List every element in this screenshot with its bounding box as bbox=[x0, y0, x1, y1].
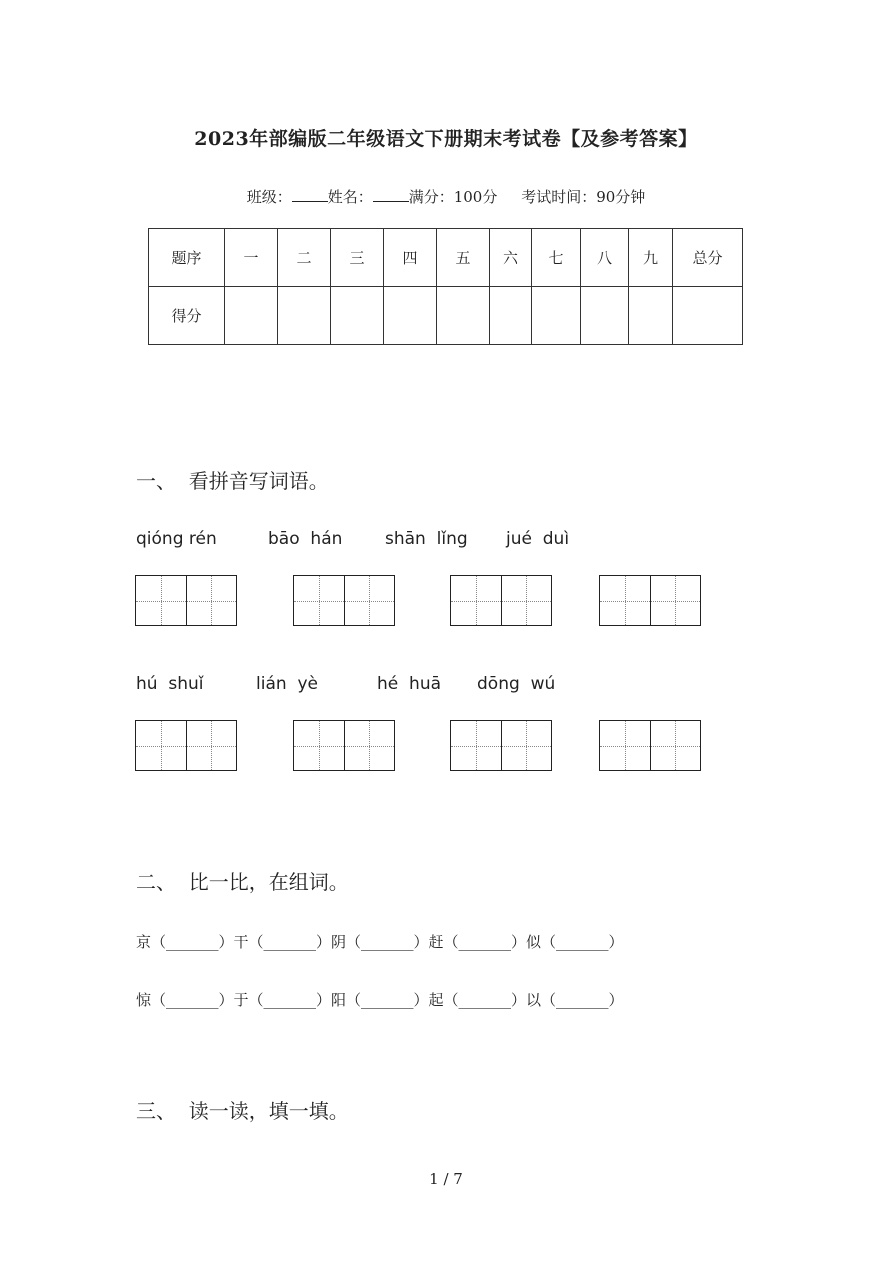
score-cell[interactable] bbox=[278, 287, 331, 345]
score-cell[interactable] bbox=[581, 287, 629, 345]
exam-time: 考试时间：90分钟 bbox=[521, 188, 646, 206]
score-row-label: 得分 bbox=[149, 287, 225, 345]
header-cell: 六 bbox=[490, 229, 532, 287]
page-number: 1 / 7 bbox=[429, 1170, 463, 1188]
score-cell[interactable] bbox=[384, 287, 437, 345]
header-cell: 七 bbox=[532, 229, 581, 287]
exam-info-line bbox=[0, 186, 892, 207]
page-title: 2023年部编版二年级语文下册期末考试卷【及参考答案】 bbox=[194, 128, 698, 150]
writing-grid[interactable] bbox=[599, 575, 701, 626]
score-table-header-row bbox=[149, 229, 743, 287]
writing-grid[interactable] bbox=[599, 720, 701, 771]
score-cell[interactable] bbox=[629, 287, 673, 345]
writing-grid[interactable] bbox=[293, 575, 395, 626]
section-1-title: 一、 看拼音写词语。 bbox=[136, 469, 329, 493]
compare-row: 京（_______）干（_______）阴（_______）赶（_______）似（_______） bbox=[136, 933, 624, 951]
pinyin-label: hé huā bbox=[377, 674, 442, 694]
header-cell: 一 bbox=[225, 229, 278, 287]
pinyin-label: lián yè bbox=[256, 674, 318, 694]
score-cell[interactable] bbox=[673, 287, 743, 345]
score-cell[interactable] bbox=[490, 287, 532, 345]
header-cell: 二 bbox=[278, 229, 331, 287]
class-blank[interactable] bbox=[292, 187, 328, 202]
pinyin-label: jué duì bbox=[506, 529, 570, 549]
pinyin-label: shān lǐng bbox=[385, 529, 468, 549]
class-label: 班级： bbox=[246, 188, 292, 206]
pinyin-label: qióng rén bbox=[136, 529, 217, 549]
header-cell: 八 bbox=[581, 229, 629, 287]
name-label: 姓名： bbox=[327, 188, 373, 206]
name-blank[interactable] bbox=[373, 187, 409, 202]
score-table bbox=[148, 228, 743, 345]
score-table-score-row bbox=[149, 287, 743, 345]
writing-grid[interactable] bbox=[135, 575, 237, 626]
section-3-title: 三、 读一读，填一填。 bbox=[136, 1099, 349, 1123]
pinyin-label: hú shuǐ bbox=[136, 674, 204, 694]
score-cell[interactable] bbox=[331, 287, 384, 345]
header-cell: 三 bbox=[331, 229, 384, 287]
pinyin-label: dōng wú bbox=[477, 674, 556, 694]
writing-grid[interactable] bbox=[135, 720, 237, 771]
writing-grid[interactable] bbox=[450, 720, 552, 771]
section-2-title: 二、 比一比，在组词。 bbox=[136, 870, 349, 894]
pinyin-label: bāo hán bbox=[268, 529, 343, 549]
header-cell: 总分 bbox=[673, 229, 743, 287]
writing-grid[interactable] bbox=[450, 575, 552, 626]
header-cell: 九 bbox=[629, 229, 673, 287]
score-cell[interactable] bbox=[437, 287, 490, 345]
compare-row: 惊（_______）于（_______）阳（_______）起（_______）以（_______） bbox=[136, 991, 624, 1009]
header-cell: 四 bbox=[384, 229, 437, 287]
score-cell[interactable] bbox=[532, 287, 581, 345]
full-score: 满分：100分 bbox=[408, 188, 498, 206]
header-cell: 题序 bbox=[149, 229, 225, 287]
header-cell: 五 bbox=[437, 229, 490, 287]
score-cell[interactable] bbox=[225, 287, 278, 345]
writing-grid[interactable] bbox=[293, 720, 395, 771]
